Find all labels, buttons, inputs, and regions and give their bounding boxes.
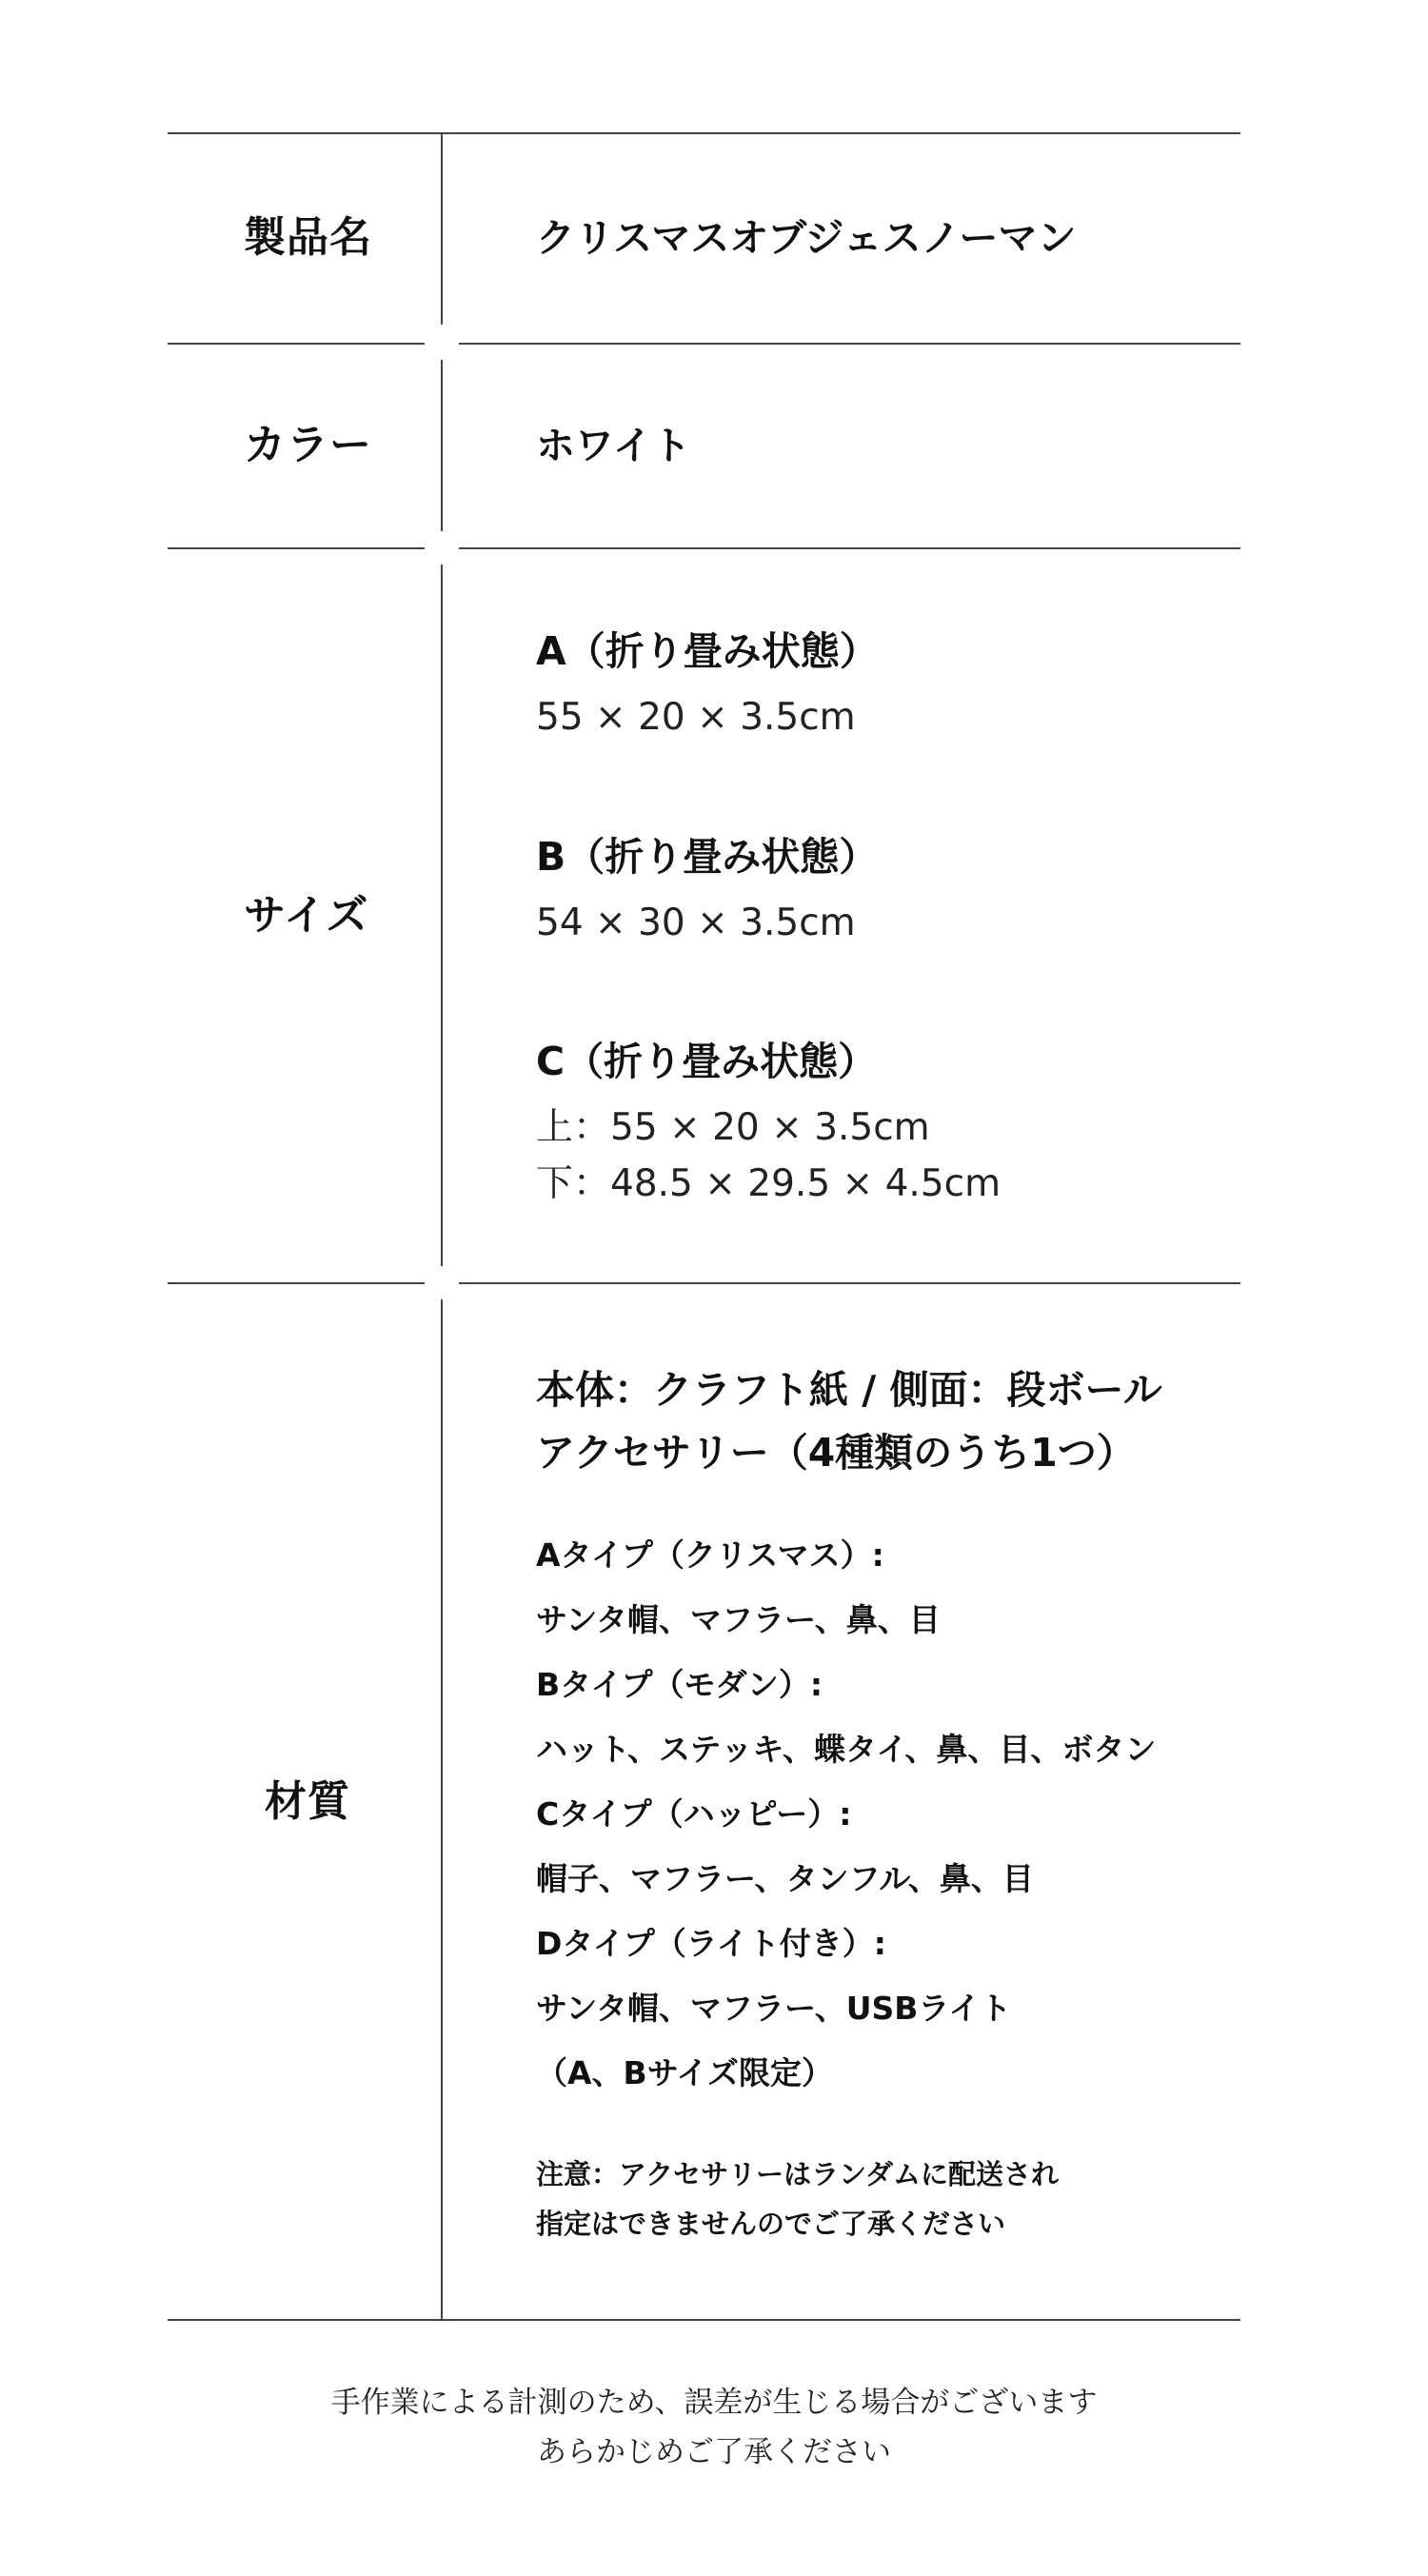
- size-a-dimensions: 55 × 20 × 3.5cm: [536, 696, 856, 739]
- size-c-title: C（折り畳み状態）: [536, 1039, 878, 1084]
- material-label: 材質: [265, 1777, 350, 1826]
- size-label: サイズ: [244, 891, 369, 940]
- accessory-type-b-title: Bタイプ（モダン）:: [536, 1666, 823, 1703]
- size-a-title: A（折り畳み状態）: [536, 628, 879, 674]
- product-name-label: 製品名: [244, 213, 372, 262]
- material-main-line2: アクセサリー（4種類のうち1つ）: [536, 1430, 1136, 1476]
- size-c-upper-dimensions: 上：55 × 20 × 3.5cm: [536, 1106, 930, 1149]
- size-b-title: B（折り畳み状態）: [536, 834, 879, 880]
- row-divider: [459, 343, 1240, 345]
- accessory-type-d-limit: （A、Bサイズ限定）: [536, 2054, 834, 2091]
- row-divider: [459, 1282, 1240, 1284]
- row-divider: [168, 547, 425, 549]
- table-bottom-border: [168, 2319, 1240, 2321]
- column-separator: [441, 565, 443, 1266]
- accessory-type-d-items: サンタ帽、マフラー、USBライト: [536, 1990, 1012, 2027]
- table-top-border: [168, 132, 1240, 134]
- column-separator: [441, 360, 443, 531]
- accessory-notice-line2: 指定はできませんのでご了承ください: [536, 2208, 1006, 2240]
- product-name-value: クリスマスオブジェスノーマン: [536, 215, 1077, 261]
- size-b-dimensions: 54 × 30 × 3.5cm: [536, 902, 856, 944]
- accessory-type-a-title: Aタイプ（クリスマス）:: [536, 1536, 884, 1574]
- accessory-type-b-items: ハット、ステッキ、蝶タイ、鼻、目、ボタン: [536, 1731, 1157, 1768]
- accessory-notice-line1: 注意：アクセサリーはランダムに配送され: [536, 2158, 1059, 2190]
- accessory-type-a-items: サンタ帽、マフラー、鼻、目: [536, 1601, 941, 1638]
- size-c-lower-dimensions: 下：48.5 × 29.5 × 4.5cm: [536, 1162, 1002, 1205]
- row-divider: [168, 343, 425, 345]
- accessory-type-d-title: Dタイプ（ライト付き）:: [536, 1925, 886, 1962]
- footer-line1: 手作業による計測のため、誤差が生じる場合がございます: [330, 2386, 1098, 2420]
- row-divider: [168, 1282, 425, 1284]
- column-separator: [441, 1299, 443, 2319]
- row-divider: [459, 547, 1240, 549]
- accessory-type-c-items: 帽子、マフラー、タンフル、鼻、目: [536, 1860, 1034, 1897]
- material-main-line1: 本体：クラフト紙 / 側面：段ボール: [536, 1367, 1162, 1413]
- color-label: カラー: [244, 421, 372, 469]
- column-separator: [441, 132, 443, 325]
- color-value: ホワイト: [536, 423, 691, 468]
- accessory-type-c-title: Cタイプ（ハッピー）:: [536, 1795, 852, 1833]
- footer-line2: あらかじめご了承ください: [537, 2435, 891, 2469]
